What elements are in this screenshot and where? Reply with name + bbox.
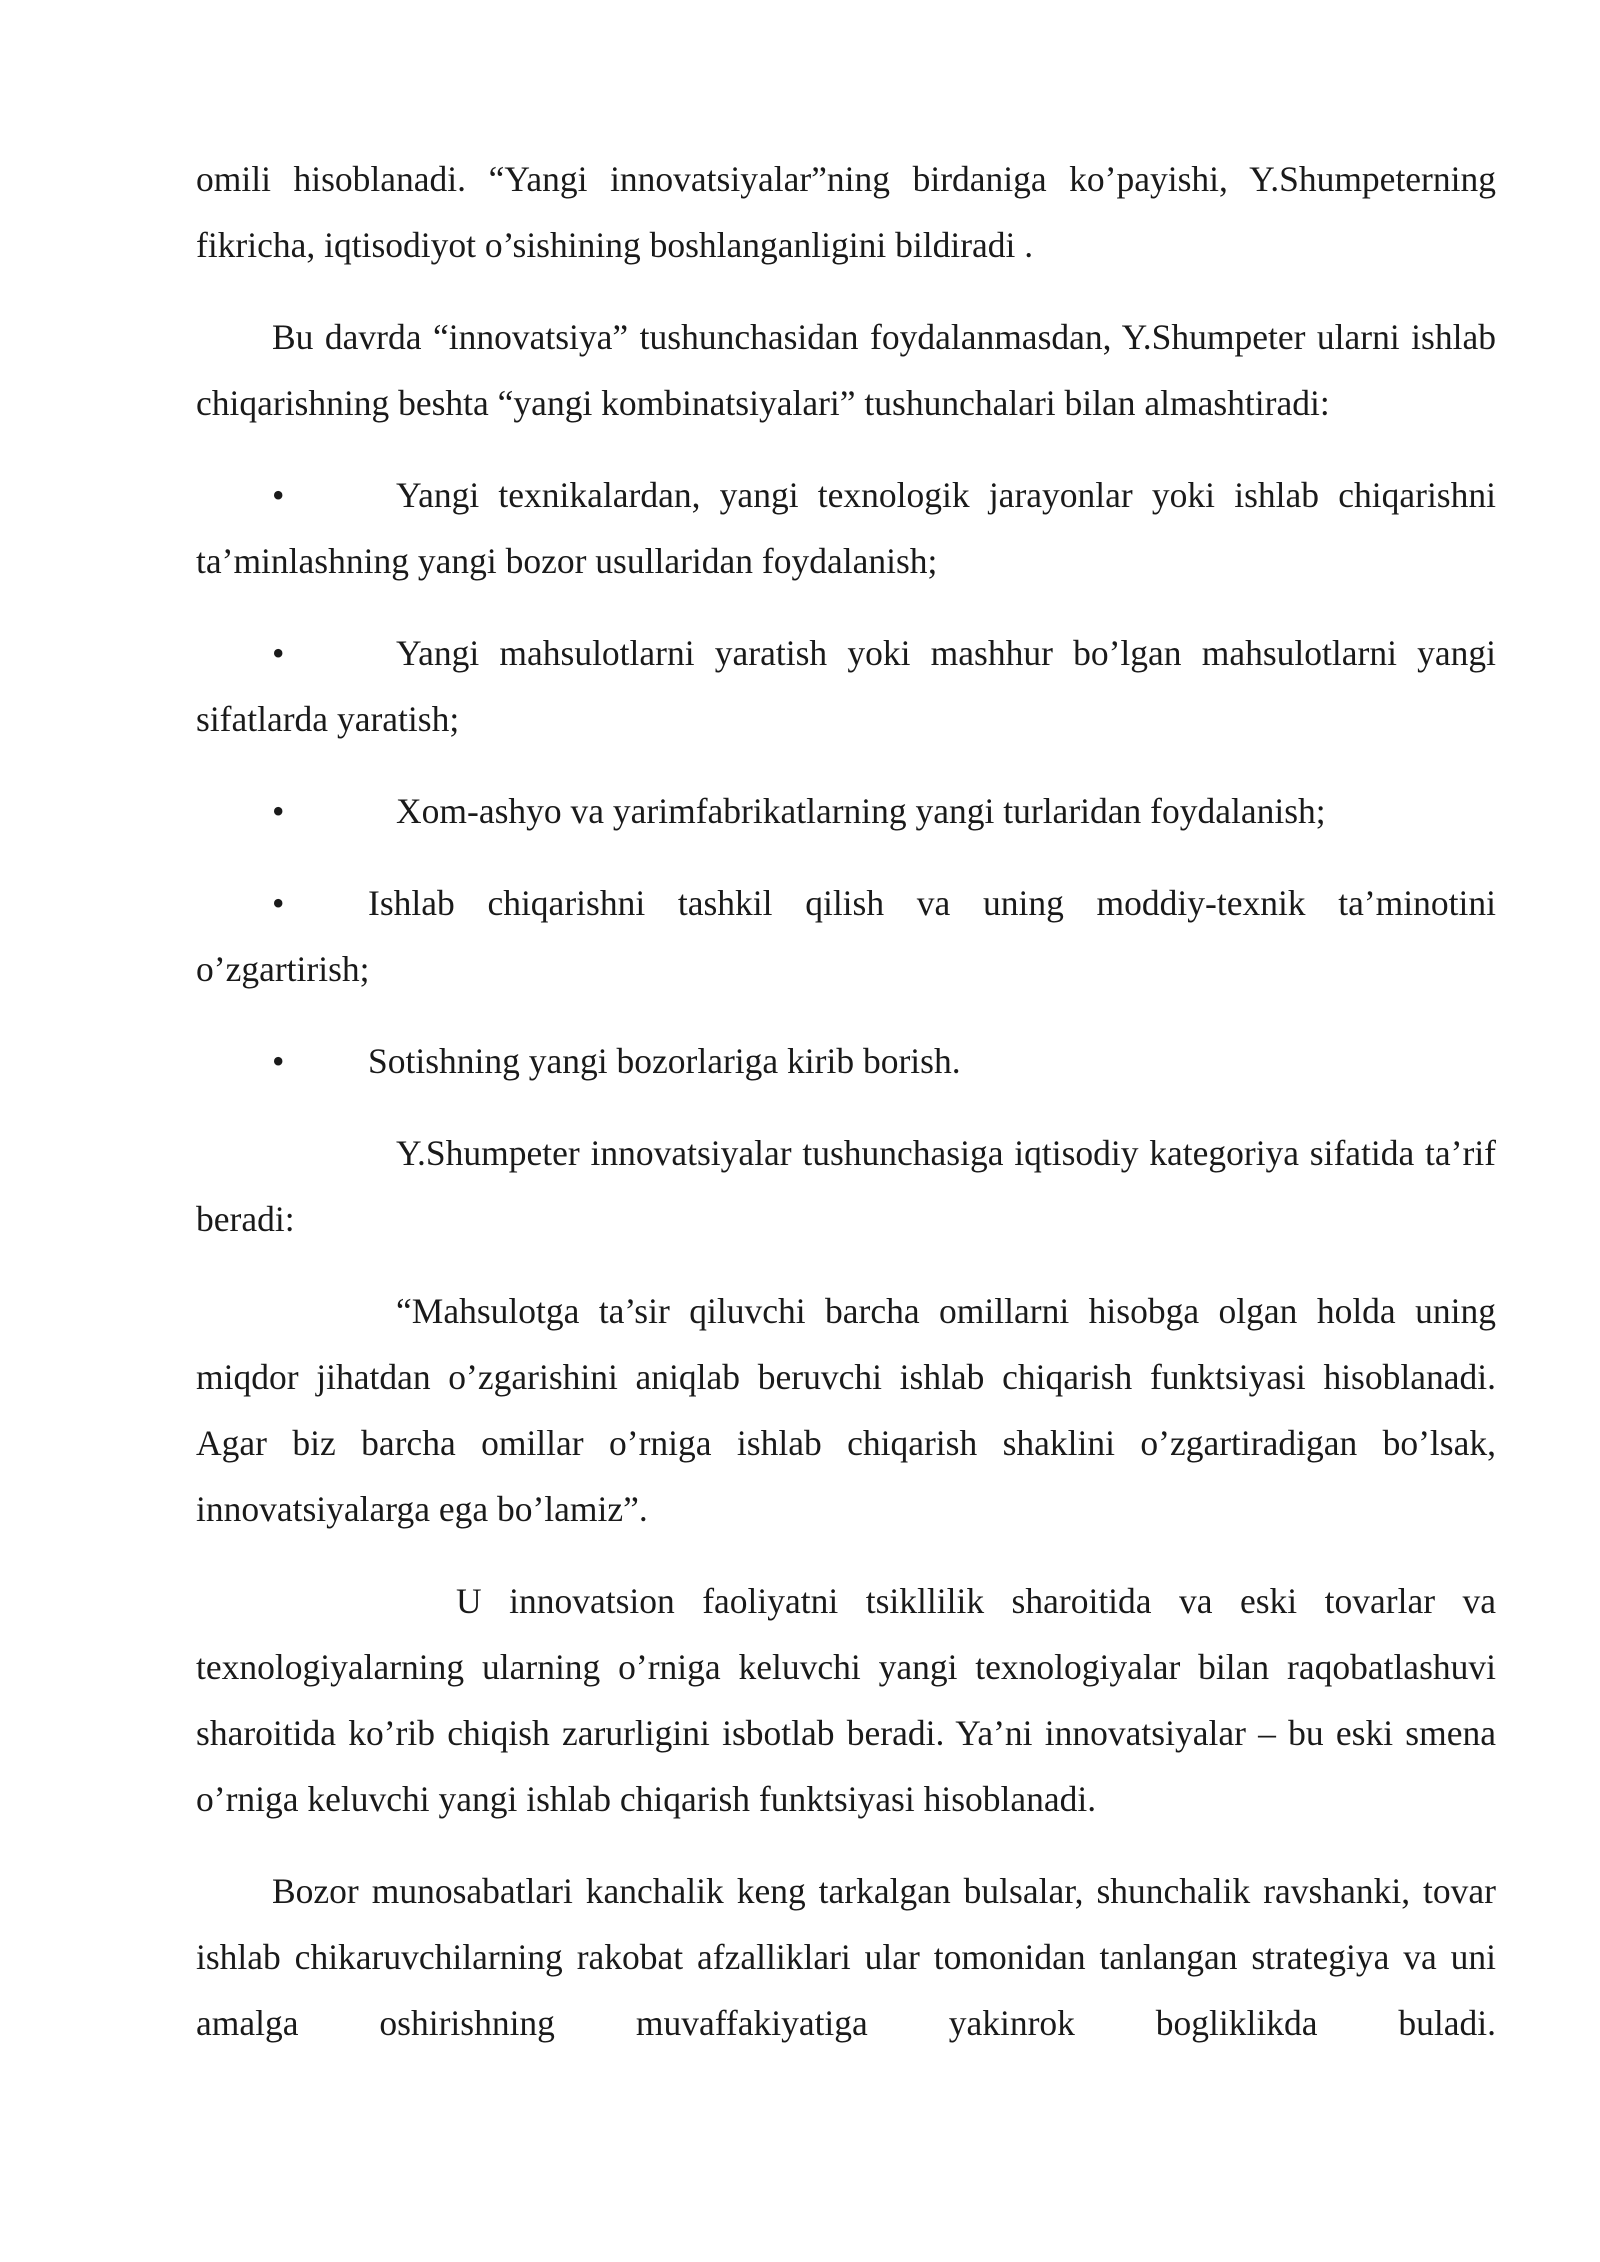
- list-item: [196, 870, 1496, 1002]
- list-item-text: Yangi texnikalardan, yangi texnologik jarayonlar yoki ishlab chiqarishni ta’minlashning yangi bozor usullaridan foydalanish;: [196, 475, 1496, 581]
- bullet-icon: •: [272, 791, 285, 831]
- document-page: [196, 146, 1496, 2082]
- list-item: [196, 778, 1496, 844]
- list-item: [196, 620, 1496, 752]
- list-item-text: Sotishning yangi bozorlariga kirib borish.: [368, 1041, 961, 1081]
- list-item-text: Xom-ashyo va yarimfabrikatlarning yangi turlaridan foydalanish;: [396, 791, 1326, 831]
- paragraph-market-relations: Bozor munosabatlari kanchalik keng tarkalgan bulsalar, shunchalik ravshanki, tovar ishlab chikaruvchilarning rakobat afzalliklari ular tomonidan tanlangan strategiya va uni amalga oshirishning muvaffakiyatiga yakinrok bogliklikda buladi.: [196, 1871, 1496, 2043]
- paragraph-intro: omili hisoblanadi. “Yangi innovatsiyalar”ning birdaniga ko’payishi, Y.Shumpeterning fikricha, iqtisodiyot o’sishining boshlanganligini bildiradi .: [196, 159, 1496, 265]
- list-item-text: Ishlab chiqarishni tashkil qilish va uning moddiy-texnik ta’minotini o’zgartirish;: [196, 883, 1496, 989]
- paragraph-definition-intro: Y.Shumpeter innovatsiyalar tushunchasiga iqtisodiy kategoriya sifatida ta’rif beradi:: [196, 1133, 1496, 1239]
- bullet-icon: •: [272, 475, 285, 515]
- list-item: [196, 1028, 1496, 1094]
- bullet-icon: •: [272, 883, 285, 923]
- paragraph-cyclicality: U innovatsion faoliyatni tsikllilik sharoitida va eski tovarlar va texnologiyalarning ularning o’rniga keluvchi yangi texnologiyalar bilan raqobatlashuvi sharoitida ko’rib chiqish zarurligini isbotlab beradi. Ya’ni innovatsiyalar – bu eski smena o’rniga keluvchi yangi ishlab chiqarish funktsiyasi hisoblanadi.: [196, 1581, 1496, 1819]
- list-item: [196, 462, 1496, 594]
- bullet-icon: •: [272, 633, 285, 673]
- bullet-icon: •: [272, 1041, 285, 1081]
- list-item-text: Yangi mahsulotlarni yaratish yoki mashhur bo’lgan mahsulotlarni yangi sifatlarda yaratish;: [196, 633, 1496, 739]
- paragraph-combinations: Bu davrda “innovatsiya” tushunchasidan foydalanmasdan, Y.Shumpeter ularni ishlab chiqarishning beshta “yangi kombinatsiyalari” tushunchalari bilan almashtiradi:: [196, 317, 1496, 423]
- paragraph-quote: “Mahsulotga ta’sir qiluvchi barcha omillarni hisobga olgan holda uning miqdor jihatdan o’zgarishini aniqlab beruvchi ishlab chiqarish funktsiyasi hisoblanadi. Agar biz barcha omillar o’rniga ishlab chiqarish shaklini o’zgartiradigan bo’lsak, innovatsiyalarga ega bo’lamiz”.: [196, 1291, 1496, 1529]
